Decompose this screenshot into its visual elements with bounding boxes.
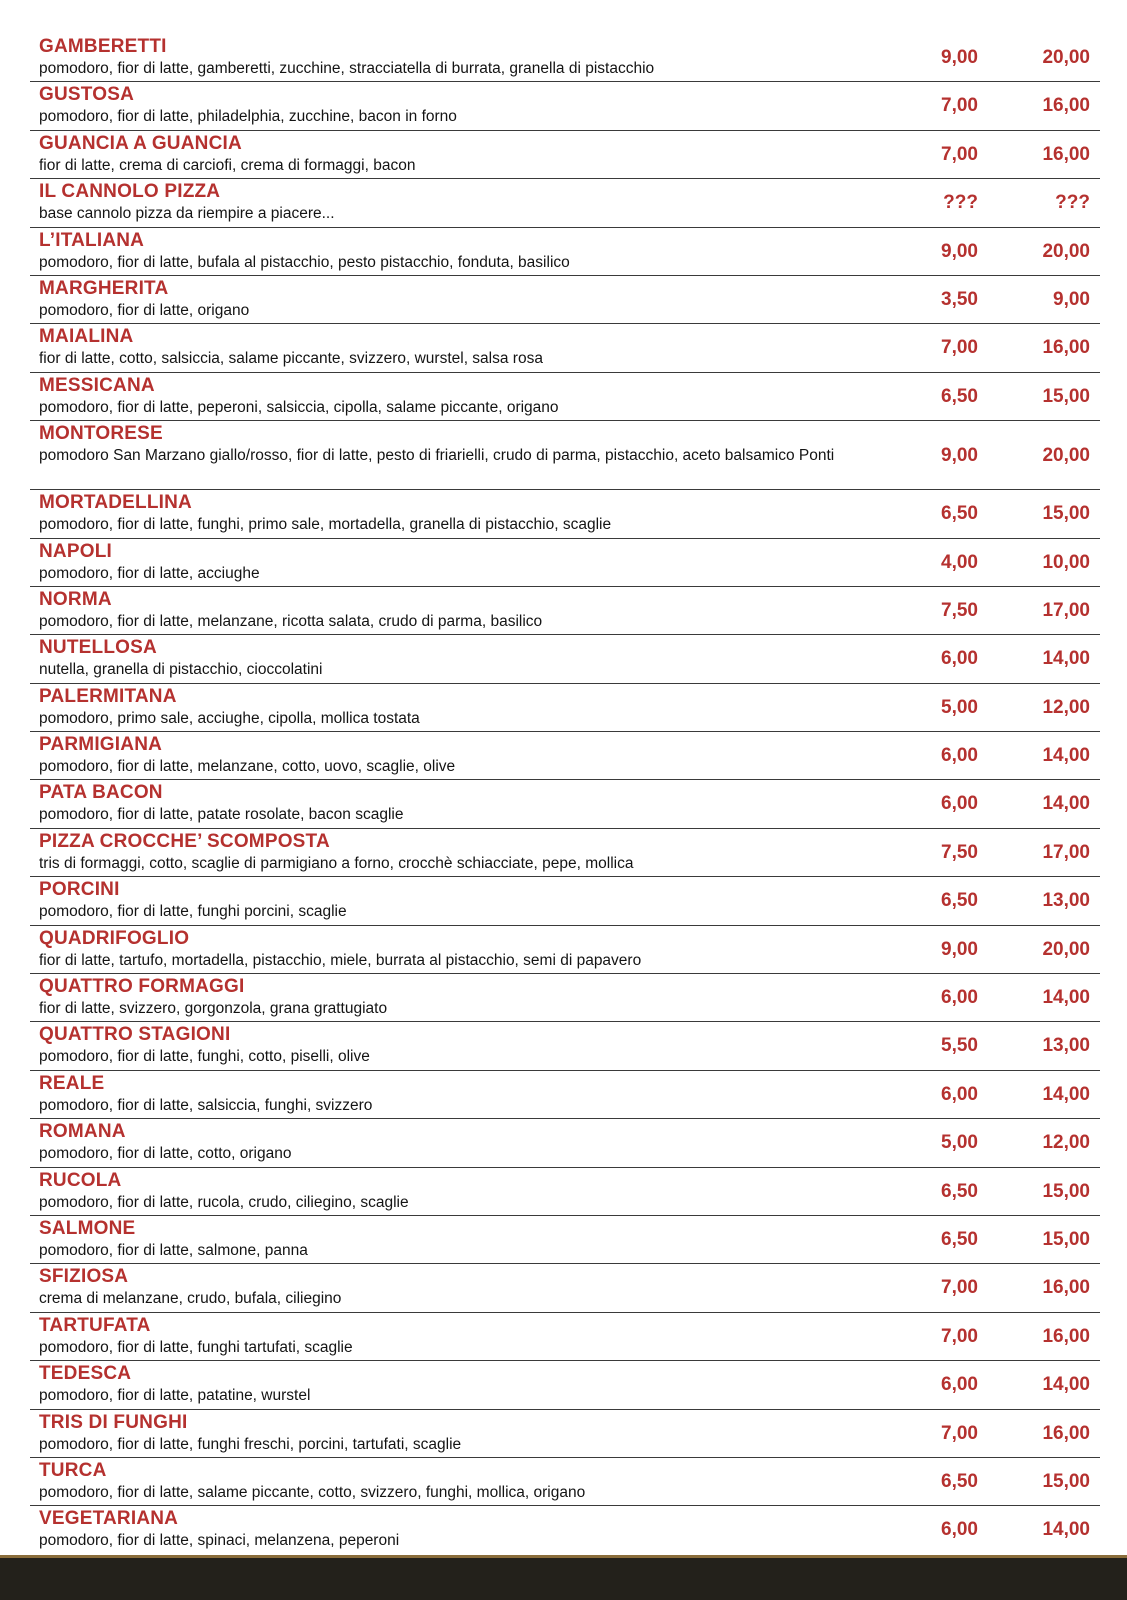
- menu-item: [30, 1410, 1100, 1458]
- menu-item: [30, 1022, 1100, 1070]
- price-small: 6,00: [941, 793, 978, 815]
- menu-item: [30, 1506, 1100, 1554]
- menu-item: [30, 1119, 1100, 1167]
- pizza-name: MESSICANA: [39, 374, 155, 396]
- price-large: 14,00: [1042, 745, 1090, 767]
- pizza-name: SALMONE: [39, 1217, 136, 1239]
- pizza-ingredients: tris di formaggi, cotto, scaglie di parmigiano a forno, crocchè schiacciate, pepe, mollica: [39, 854, 634, 872]
- price-small: 6,00: [941, 1519, 978, 1541]
- pizza-ingredients: pomodoro, fior di latte, spinaci, melanzena, peperoni: [39, 1532, 400, 1550]
- price-large: 13,00: [1042, 890, 1090, 912]
- pizza-ingredients: pomodoro San Marzano giallo/rosso, fior di latte, pesto di friarielli, crudo di parma, pistacchio, aceto balsamico Ponti: [39, 447, 835, 465]
- footer-bar: [0, 1555, 1127, 1600]
- pizza-name: REALE: [39, 1072, 105, 1094]
- price-small: 9,00: [941, 47, 978, 68]
- price-small: 7,50: [941, 841, 978, 863]
- pizza-ingredients: pomodoro, fior di latte, funghi, cotto, piselli, olive: [39, 1048, 370, 1066]
- menu-item: [30, 539, 1100, 587]
- price-large: 16,00: [1042, 143, 1090, 165]
- price-large: 17,00: [1042, 599, 1090, 621]
- price-small: 6,00: [941, 1083, 978, 1105]
- pizza-ingredients: pomodoro, fior di latte, acciughe: [39, 564, 260, 582]
- price-small: 5,50: [941, 1035, 978, 1057]
- price-large: 14,00: [1042, 1519, 1090, 1541]
- pizza-name: PORCINI: [39, 879, 120, 901]
- price-large: 15,00: [1042, 503, 1090, 525]
- pizza-name: VEGETARIANA: [39, 1508, 179, 1530]
- pizza-ingredients: pomodoro, fior di latte, salame piccante, cotto, svizzero, funghi, mollica, origano: [39, 1483, 586, 1501]
- menu-item: [30, 1361, 1100, 1409]
- pizza-name: PIZZA CROCCHE’ SCOMPOSTA: [39, 830, 330, 852]
- price-small: 7,00: [941, 1325, 978, 1347]
- price-small: 4,00: [941, 551, 978, 573]
- menu-item: [30, 34, 1100, 82]
- pizza-ingredients: pomodoro, fior di latte, funghi freschi, porcini, tartufati, scaglie: [39, 1435, 462, 1453]
- pizza-name: GUSTOSA: [39, 84, 135, 106]
- price-small: 7,00: [941, 1277, 978, 1299]
- price-small: 9,00: [941, 240, 978, 262]
- price-large: 15,00: [1042, 1180, 1090, 1202]
- pizza-ingredients: pomodoro, fior di latte, funghi, primo sale, mortadella, granella di pistacchio, scaglie: [39, 516, 612, 534]
- menu-item: [30, 1216, 1100, 1264]
- price-large: 14,00: [1042, 793, 1090, 815]
- pizza-name: MARGHERITA: [39, 277, 169, 299]
- menu-item: [30, 324, 1100, 372]
- menu-item: [30, 974, 1100, 1022]
- price-small: 6,50: [941, 890, 978, 912]
- menu-item: [30, 1168, 1100, 1216]
- price-large: 10,00: [1042, 551, 1090, 573]
- pizza-ingredients: pomodoro, fior di latte, salsiccia, funghi, svizzero: [39, 1096, 373, 1114]
- pizza-ingredients: fior di latte, tartufo, mortadella, pistacchio, miele, burrata al pistacchio, semi di papavero: [39, 951, 642, 969]
- price-large: 12,00: [1042, 1132, 1090, 1154]
- price-small: 9,00: [941, 445, 978, 467]
- pizza-name: ROMANA: [39, 1121, 126, 1143]
- pizza-name: IL CANNOLO PIZZA: [39, 181, 221, 203]
- price-large: 20,00: [1042, 240, 1090, 262]
- pizza-ingredients: pomodoro, fior di latte, bufala al pistacchio, pesto pistacchio, fonduta, basilico: [39, 253, 570, 271]
- pizza-name: MONTORESE: [39, 423, 163, 445]
- pizza-name: NORMA: [39, 588, 112, 610]
- price-small: 3,50: [941, 288, 978, 310]
- pizza-name: GAMBERETTI: [39, 36, 167, 57]
- price-small: 6,50: [941, 1180, 978, 1202]
- price-small: 7,00: [941, 143, 978, 165]
- pizza-ingredients: pomodoro, fior di latte, melanzane, cotto, uovo, scaglie, olive: [39, 758, 456, 776]
- menu-item: [30, 373, 1100, 421]
- pizza-ingredients: nutella, granella di pistacchio, cioccolatini: [39, 661, 323, 679]
- pizza-ingredients: pomodoro, fior di latte, salmone, panna: [39, 1241, 308, 1259]
- pizza-name: QUATTRO FORMAGGI: [39, 976, 245, 998]
- menu-item: [30, 82, 1100, 130]
- price-small: 6,00: [941, 987, 978, 1009]
- pizza-name: PATA BACON: [39, 782, 163, 804]
- price-small: 6,50: [941, 1228, 978, 1250]
- pizza-ingredients: pomodoro, fior di latte, peperoni, salsiccia, cipolla, salame piccante, origano: [39, 398, 559, 416]
- pizza-ingredients: fior di latte, cotto, salsiccia, salame piccante, svizzero, wurstel, salsa rosa: [39, 350, 543, 368]
- price-large: 20,00: [1042, 47, 1090, 68]
- price-large: 15,00: [1042, 1228, 1090, 1250]
- price-large: 15,00: [1042, 1470, 1090, 1492]
- price-large: 16,00: [1042, 1422, 1090, 1444]
- pizza-ingredients: pomodoro, fior di latte, cotto, origano: [39, 1145, 292, 1163]
- pizza-name: RUCOLA: [39, 1169, 122, 1191]
- price-large: 9,00: [1053, 288, 1090, 310]
- price-small: 7,00: [941, 337, 978, 359]
- menu-item: [30, 490, 1100, 538]
- price-small: 6,00: [941, 1374, 978, 1396]
- menu-item: [30, 926, 1100, 974]
- menu-item: [30, 276, 1100, 324]
- pizza-name: GUANCIA A GUANCIA: [39, 132, 242, 154]
- price-small: 9,00: [941, 938, 978, 960]
- price-small: 7,00: [941, 1422, 978, 1444]
- pizza-name: QUADRIFOGLIO: [39, 927, 190, 949]
- price-small: ???: [943, 192, 978, 214]
- price-small: 6,00: [941, 648, 978, 670]
- pizza-name: L’ITALIANA: [39, 229, 145, 251]
- pizza-name: TURCA: [39, 1459, 107, 1481]
- menu-item: [30, 421, 1100, 490]
- price-large: 20,00: [1042, 938, 1090, 960]
- pizza-ingredients: crema di melanzane, crudo, bufala, ciliegino: [39, 1290, 342, 1308]
- menu-item: [30, 829, 1100, 877]
- price-large: 17,00: [1042, 841, 1090, 863]
- menu-item: [30, 635, 1100, 683]
- pizza-ingredients: pomodoro, fior di latte, patate rosolate, bacon scaglie: [39, 806, 404, 824]
- menu-item: [30, 684, 1100, 732]
- pizza-name: NAPOLI: [39, 540, 112, 562]
- price-small: 6,50: [941, 385, 978, 407]
- menu-item: [30, 179, 1100, 227]
- menu-item: [30, 587, 1100, 635]
- pizza-name: PARMIGIANA: [39, 734, 163, 756]
- price-large: 13,00: [1042, 1035, 1090, 1057]
- pizza-name: TARTUFATA: [39, 1314, 151, 1336]
- menu-item: [30, 877, 1100, 925]
- price-small: 6,50: [941, 1470, 978, 1492]
- price-small: 6,00: [941, 745, 978, 767]
- menu-item: [30, 1264, 1100, 1312]
- price-large: 16,00: [1042, 95, 1090, 117]
- price-large: 20,00: [1042, 445, 1090, 467]
- pizza-name: NUTELLOSA: [39, 637, 157, 659]
- pizza-name: SFIZIOSA: [39, 1266, 129, 1288]
- pizza-ingredients: base cannolo pizza da riempire a piacere...: [39, 205, 335, 223]
- price-large: 12,00: [1042, 696, 1090, 718]
- menu-item: [30, 228, 1100, 276]
- price-small: 5,00: [941, 696, 978, 718]
- price-large: 16,00: [1042, 1277, 1090, 1299]
- menu-item: [30, 131, 1100, 179]
- pizza-ingredients: pomodoro, fior di latte, gamberetti, zucchine, stracciatella di burrata, granella di pistacchio: [39, 60, 655, 77]
- pizza-ingredients: pomodoro, primo sale, acciughe, cipolla, mollica tostata: [39, 709, 420, 727]
- menu-item: [30, 732, 1100, 780]
- pizza-ingredients: pomodoro, fior di latte, philadelphia, zucchine, bacon in forno: [39, 108, 457, 126]
- pizza-ingredients: pomodoro, fior di latte, rucola, crudo, ciliegino, scaglie: [39, 1193, 409, 1211]
- pizza-ingredients: fior di latte, crema di carciofi, crema di formaggi, bacon: [39, 156, 416, 174]
- pizza-ingredients: fior di latte, svizzero, gorgonzola, grana grattugiato: [39, 1000, 388, 1018]
- pizza-name: MORTADELLINA: [39, 492, 192, 514]
- price-small: 7,00: [941, 95, 978, 117]
- pizza-ingredients: pomodoro, fior di latte, melanzane, ricotta salata, crudo di parma, basilico: [39, 612, 543, 630]
- pizza-name: TRIS DI FUNGHI: [39, 1411, 188, 1433]
- price-large: 14,00: [1042, 648, 1090, 670]
- price-small: 7,50: [941, 599, 978, 621]
- price-large: 14,00: [1042, 1374, 1090, 1396]
- pizza-ingredients: pomodoro, fior di latte, origano: [39, 301, 250, 319]
- pizza-name: PALERMITANA: [39, 685, 177, 707]
- pizza-menu-list: [30, 34, 1100, 1555]
- price-large: 14,00: [1042, 1083, 1090, 1105]
- menu-item: [30, 1313, 1100, 1361]
- pizza-name: TEDESCA: [39, 1363, 132, 1385]
- price-large: 15,00: [1042, 385, 1090, 407]
- pizza-ingredients: pomodoro, fior di latte, patatine, wurstel: [39, 1387, 311, 1405]
- pizza-name: MAIALINA: [39, 326, 134, 348]
- menu-item: [30, 1071, 1100, 1119]
- menu-item: [30, 780, 1100, 828]
- pizza-name: QUATTRO STAGIONI: [39, 1024, 231, 1046]
- price-small: 6,50: [941, 503, 978, 525]
- menu-item: [30, 1458, 1100, 1506]
- pizza-ingredients: pomodoro, fior di latte, funghi porcini, scaglie: [39, 903, 347, 921]
- price-large: ???: [1055, 192, 1090, 214]
- price-large: 16,00: [1042, 1325, 1090, 1347]
- price-large: 16,00: [1042, 337, 1090, 359]
- price-large: 14,00: [1042, 987, 1090, 1009]
- pizza-ingredients: pomodoro, fior di latte, funghi tartufati, scaglie: [39, 1338, 353, 1356]
- price-small: 5,00: [941, 1132, 978, 1154]
